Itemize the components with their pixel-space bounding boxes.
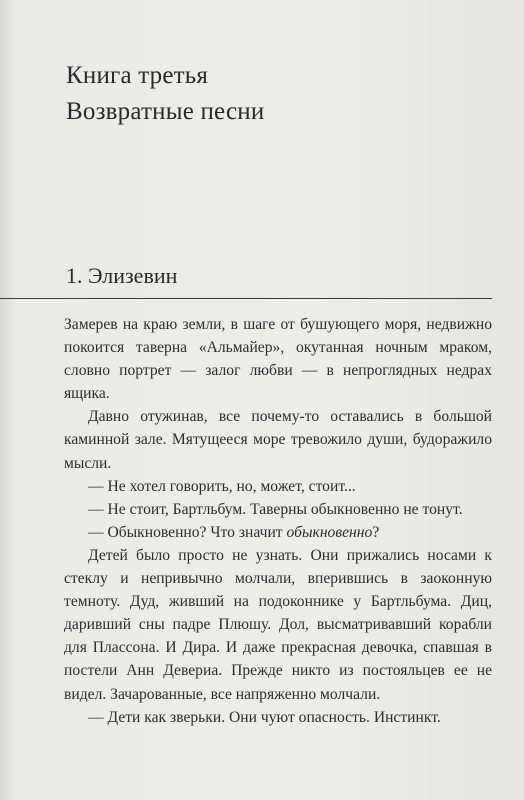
paragraph: Давно отужинав, все почему-то оставались в большой каминной зале. Мятущееся море тревожило души, будоражило мысли. bbox=[64, 408, 492, 472]
chapter-divider bbox=[0, 298, 492, 299]
book-part-name: Возвратные песни bbox=[66, 98, 265, 125]
dialogue-line: — Не хотел говорить, но, может, стоит... bbox=[88, 477, 356, 495]
book-part-title bbox=[66, 58, 264, 130]
chapter-body bbox=[64, 313, 492, 729]
dialogue-line bbox=[64, 521, 492, 544]
dialogue-line: — Не стоит, Бартльбум. Таверны обыкновенно не тонут. bbox=[88, 500, 463, 518]
dialogue-line: — Дети как зверьки. Они чуют опасность. Инстинкт. bbox=[88, 708, 441, 726]
paragraph: Замерев на краю земли, в шаге от бушующего моря, недвижно покоится таверна «Альмайер», окутанная ночным мраком, словно портрет — залог любви — в непроглядных недрах ящика. bbox=[64, 316, 492, 403]
emphasized-word: обыкновенно bbox=[286, 523, 373, 541]
dialogue-text-end: ? bbox=[372, 523, 380, 541]
paragraph: Детей было просто не узнать. Они прижались носами к стеклу и непривычно молчали, вперившись в заоконную темноту. Дуд, живший на подоконнике у Бартльбума. Диц, даривший сны падре Плюшу. Дол, высматривавший корабли для Плассона. И Дира. И даже прекрасная девочка, спавшая в постели Анн Девериа. Прежде никто из постояльцев ее не видел. Зачарованные, все напряженно молчали. bbox=[64, 546, 492, 703]
book-part-number: Книга третья bbox=[66, 62, 209, 89]
dialogue-text: — Обыкновенно? Что значит bbox=[88, 523, 287, 541]
chapter-title: 1. Элизевин bbox=[66, 263, 178, 288]
